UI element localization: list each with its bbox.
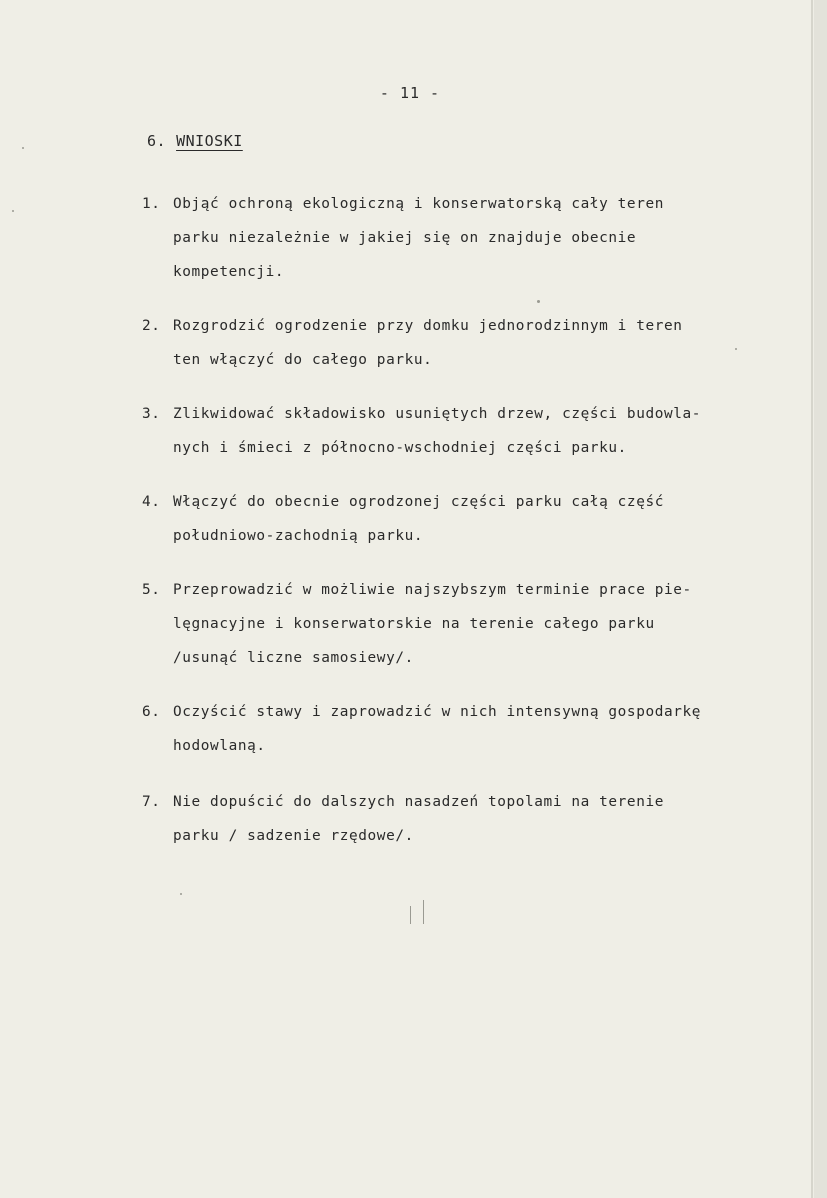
scan-speck [423, 900, 424, 924]
item-text-line: parku / sadzenie rzędowe/. [173, 828, 414, 844]
item-text-line: Włączyć do obecnie ogrodzonej części parku całą część [173, 494, 664, 510]
scan-speck [12, 210, 14, 212]
item-text-line: ten włączyć do całego parku. [173, 352, 433, 368]
page-edge-shadow [814, 0, 827, 1198]
scan-speck [410, 906, 411, 924]
item-text-line: hodowlaną. [173, 738, 266, 754]
item-number: 3. [142, 406, 161, 422]
item-number: 5. [142, 582, 161, 598]
item-text-line: kompetencji. [173, 264, 285, 280]
item-text-line: Objąć ochroną ekologiczną i konserwatorską cały teren [173, 196, 664, 212]
scan-speck [180, 893, 182, 895]
scan-speck [537, 300, 540, 303]
page-edge-line [811, 0, 813, 1198]
item-text-line: Nie dopuścić do dalszych nasadzeń topolami na terenie [173, 794, 664, 810]
item-text-line: /usunąć liczne samosiewy/. [173, 650, 414, 666]
page-number: - 11 - [379, 84, 441, 102]
section-title: WNIOSKI [176, 132, 243, 150]
item-number: 1. [142, 196, 161, 212]
item-number: 4. [142, 494, 161, 510]
section-number: 6. [147, 132, 167, 150]
item-text-line: Oczyścić stawy i zaprowadzić w nich intensywną gospodarkę [173, 704, 702, 720]
item-text-line: lęgnacyjne i konserwatorskie na terenie całego parku [173, 616, 655, 632]
item-text-line: Przeprowadzić w możliwie najszybszym terminie prace pie- [173, 582, 692, 598]
section-heading [147, 132, 243, 150]
item-text-line: nych i śmieci z północno-wschodniej części parku. [173, 440, 627, 456]
item-text-line: południowo-zachodnią parku. [173, 528, 424, 544]
item-text-line: Rozgrodzić ogrodzenie przy domku jednorodzinnym i teren [173, 318, 683, 334]
item-number: 7. [142, 794, 161, 810]
item-number: 6. [142, 704, 161, 720]
item-number: 2. [142, 318, 161, 334]
scan-speck [22, 147, 24, 149]
item-text-line: Zlikwidować składowisko usuniętych drzew, części budowla- [173, 406, 702, 422]
scan-speck [735, 348, 737, 350]
item-text-line: parku niezależnie w jakiej się on znajduje obecnie [173, 230, 637, 246]
